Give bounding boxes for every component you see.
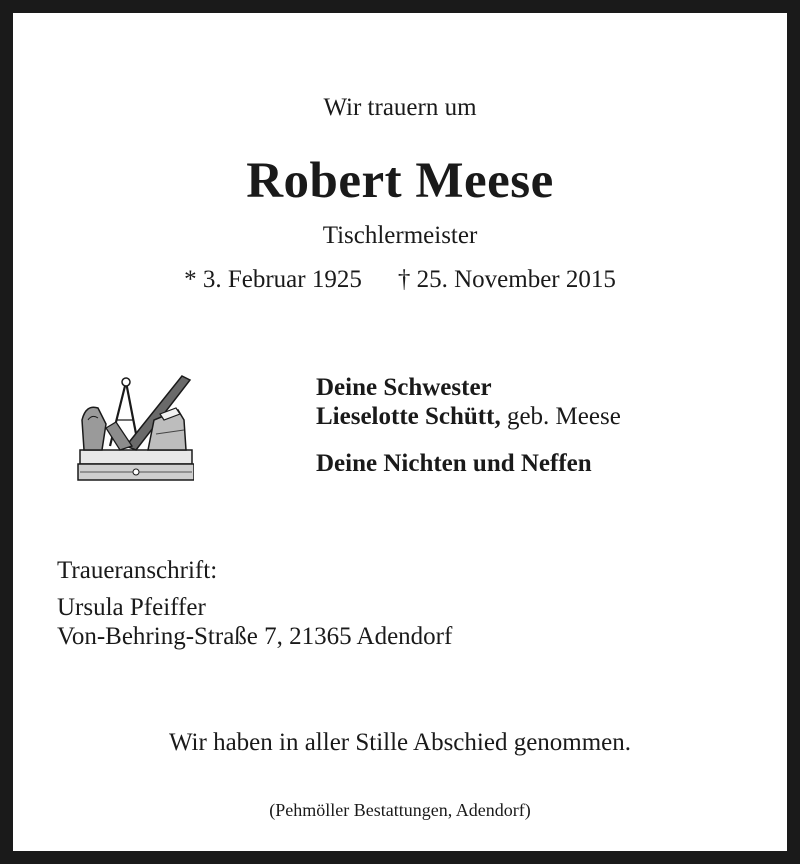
address-street: Von-Behring-Straße 7, 21365 Adendorf <box>57 623 453 650</box>
profession: Tischlermeister <box>322 222 478 249</box>
intro-text: Wir trauern um <box>323 94 477 121</box>
undertaker-credit: (Pehmöller Bestattungen, Adendorf) <box>269 800 531 820</box>
life-dates <box>0 266 800 294</box>
deceased-name: Robert Meese <box>246 153 554 209</box>
family-sister-label: Deine Schwester <box>316 374 492 401</box>
death-date: † 25. November 2015 <box>397 266 616 293</box>
address-heading: Traueranschrift: <box>57 557 218 584</box>
family-nieces-nephews: Deine Nichten und Neffen <box>316 450 592 477</box>
address-person: Ursula Pfeiffer <box>57 594 206 621</box>
birth-date: * 3. Februar 1925 <box>184 266 362 293</box>
family-sister-name <box>316 403 621 431</box>
carpenter-tools-icon <box>76 374 194 486</box>
sister-name: Lieselotte Schütt, <box>316 403 501 430</box>
farewell-text: Wir haben in aller Stille Abschied genommen. <box>168 729 632 756</box>
sister-maiden-name: geb. Meese <box>506 403 621 430</box>
